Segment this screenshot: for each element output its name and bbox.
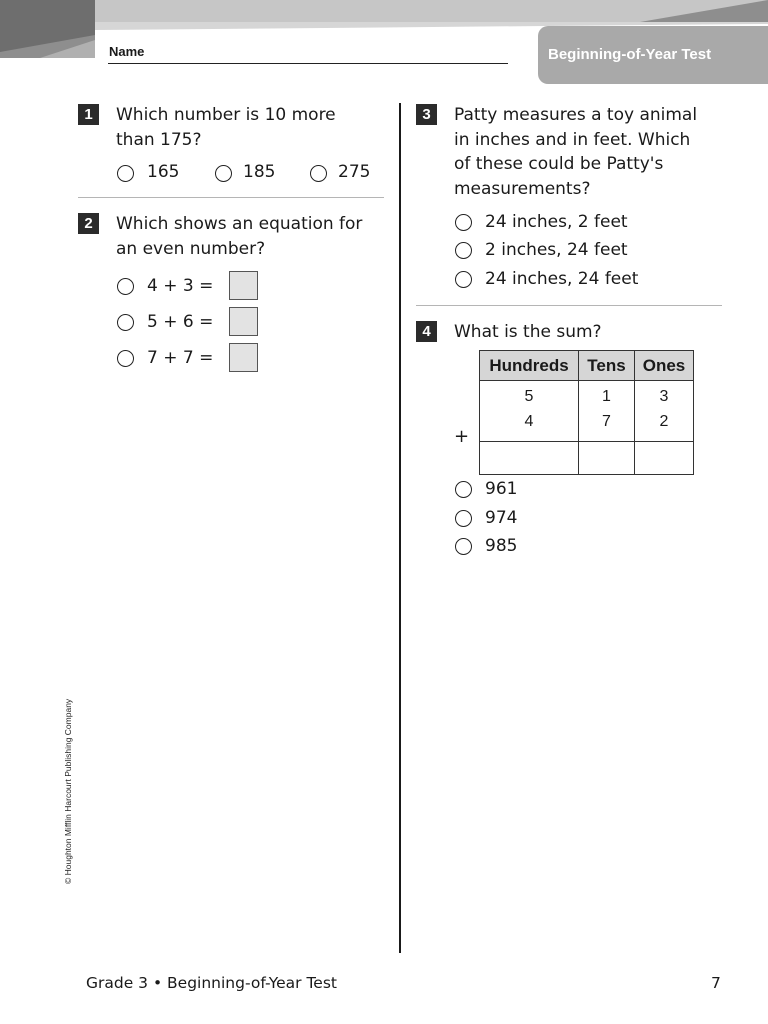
ones-cell	[635, 381, 694, 442]
answer-option-q4-b: 974	[485, 508, 518, 528]
addend-1-tens: 1	[602, 388, 611, 405]
sum-tens-cell[interactable]	[579, 442, 635, 475]
answer-bubble-q4-c[interactable]	[455, 538, 472, 555]
question-2-text	[116, 212, 362, 261]
answer-option-q4-c: 985	[485, 536, 518, 556]
question-2-text-line: Which shows an equation for	[116, 214, 363, 234]
question-2-text-line: an even number?	[116, 238, 266, 259]
answer-bubble-q2-a[interactable]	[117, 278, 134, 295]
question-4-number: 4	[416, 321, 437, 342]
answer-bubble-q1-c[interactable]	[310, 165, 327, 182]
answer-bubble-q3-c[interactable]	[455, 271, 472, 288]
answer-bubble-q1-b[interactable]	[215, 165, 232, 182]
answer-option-q2-b: 5 + 6 =	[147, 312, 214, 332]
question-1-text-line: than 175?	[116, 129, 202, 150]
test-title: Beginning-of-Year Test	[548, 46, 712, 63]
page-number: 7	[711, 974, 721, 992]
answer-option-q1-a: 165	[147, 162, 180, 182]
addend-2-tens: 7	[602, 413, 611, 430]
answer-bubble-q2-b[interactable]	[117, 314, 134, 331]
question-1-number: 1	[78, 104, 99, 125]
question-3-number: 3	[416, 104, 437, 125]
answer-bubble-q3-a[interactable]	[455, 214, 472, 231]
addend-2-hundreds: 4	[524, 413, 534, 430]
name-field-line[interactable]	[108, 63, 508, 64]
answer-bubble-q3-b[interactable]	[455, 242, 472, 259]
answer-bubble-q2-c[interactable]	[117, 350, 134, 367]
answer-bubble-q4-b[interactable]	[455, 510, 472, 527]
tens-cell	[579, 381, 635, 442]
place-value-table	[479, 350, 694, 475]
addend-1-ones: 3	[659, 388, 669, 405]
answer-option-q3-b: 2 inches, 24 feet	[485, 240, 628, 260]
answer-box-q2-a	[229, 271, 258, 300]
question-3-text-line: Patty measures a toy animal	[454, 105, 698, 125]
question-3-text	[454, 103, 697, 201]
answer-option-q3-c: 24 inches, 24 feet	[485, 269, 639, 289]
answer-box-q2-b	[229, 307, 258, 336]
answer-box-q2-c	[229, 343, 258, 372]
answer-option-q2-c: 7 + 7 =	[147, 348, 214, 368]
sum-hundreds-cell[interactable]	[480, 442, 579, 475]
answer-bubble-q1-a[interactable]	[117, 165, 134, 182]
answer-option-q4-a: 961	[485, 479, 518, 499]
copyright-notice: © Houghton Mifflin Harcourt Publishing Company	[63, 698, 73, 884]
question-1-text-line: Which number is 10 more	[116, 105, 336, 125]
table-header-ones: Ones	[635, 351, 694, 381]
addend-1-hundreds: 5	[524, 388, 534, 405]
answer-option-q3-a: 24 inches, 2 feet	[485, 212, 628, 232]
question-3-text-line: measurements?	[454, 178, 591, 199]
answer-bubble-q4-a[interactable]	[455, 481, 472, 498]
question-2-number: 2	[78, 213, 99, 234]
table-header-hundreds: Hundreds	[480, 351, 579, 381]
answer-option-q1-b: 185	[243, 162, 276, 182]
question-separator	[78, 197, 384, 198]
question-separator	[416, 305, 722, 306]
answer-option-q2-a: 4 + 3 =	[147, 276, 214, 296]
table-header-tens: Tens	[579, 351, 635, 381]
question-3-text-line: in inches and in feet. Which	[454, 129, 691, 150]
question-4-text: What is the sum?	[454, 322, 602, 342]
hundreds-cell	[480, 381, 579, 442]
sum-ones-cell[interactable]	[635, 442, 694, 475]
answer-option-q1-c: 275	[338, 162, 371, 182]
plus-sign: +	[454, 426, 470, 447]
footer-test-name: Grade 3 • Beginning-of-Year Test	[86, 974, 337, 992]
question-1-text	[116, 103, 336, 152]
column-divider	[399, 103, 401, 953]
question-3-text-line: of these could be Patty's	[454, 154, 664, 174]
addend-2-ones: 2	[659, 413, 669, 430]
name-label: Name	[109, 44, 145, 59]
